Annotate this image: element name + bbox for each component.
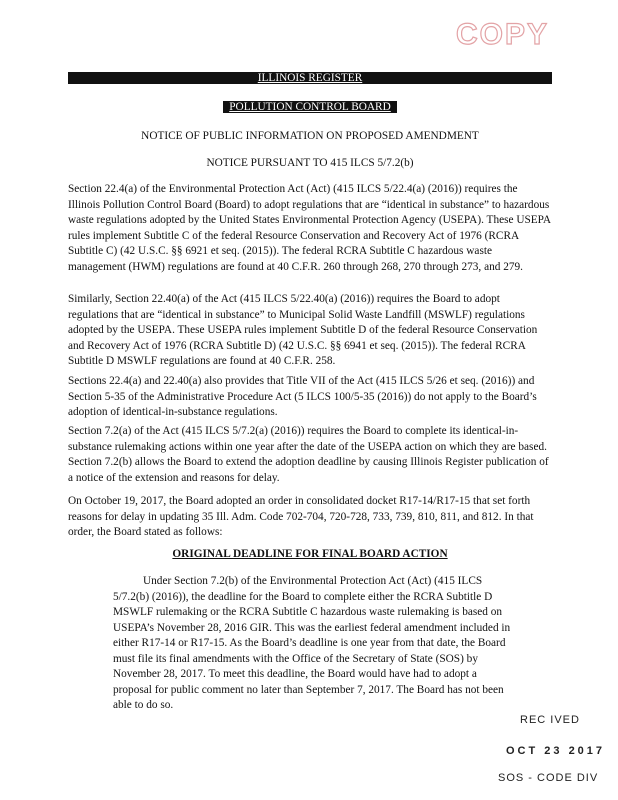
received-stamp-date: OCT 23 2017 (506, 745, 606, 757)
notice-title: NOTICE OF PUBLIC INFORMATION ON PROPOSED AMENDMENT (141, 130, 479, 142)
paragraph-1: Section 22.4(a) of the Environmental Protection Act (Act) (415 ILCS 5/22.4(a) (2016)) requires the Illinois Pollution Control Board (Board) to adopt regulations that are “identical in substance” to hazardous waste regulations adopted by the United States Environmental Protection Agency (USEPA). These USEPA rules implement Subtitle C of the federal Resource Conservation and Recovery Act of 1976 (RCRA Subtitle C) (42 U.S.C. §§ 6921 et seq. (2015)). The federal RCRA Subtitle C hazardous waste management (HWM) regulations are found at 40 C.F.R. 260 through 268, 270 through 273, and 279. (68, 183, 551, 273)
quote-text: Under Section 7.2(b) of the Environmental Protection Act (Act) (415 ILCS 5/7.2(b) (2016)), the deadline for the Board to complete either the RCRA Subtitle D MSWLF rulemaking or the RCRA Subtitle C hazardous waste rulemaking is based on USEPA’s November 28, 2016 GIR. This was the earliest federal amendment included in either R17-14 or R17-15. As the Board’s deadline is one year from that date, the Board must file its final amendments with the Office of the Secretary of State (SOS) by November 28, 2017. To meet this deadline, the Board would have had to adopt a proposal for public comment no later than September 7, 2017. The Board has not been able to do so. (113, 575, 511, 711)
quote-heading: ORIGINAL DEADLINE FOR FINAL BOARD ACTION (172, 548, 448, 560)
paragraph-2: Similarly, Section 22.40(a) of the Act (415 ILCS 5/22.40(a) (2016)) requires the Board to adopt regulations that are “identical in substance” to Municipal Solid Waste Landfill (MSWLF) regulations adopted by the USEPA. These USEPA rules implement Subtitle D of the federal Resource Conservation and Recovery Act of 1976 (RCRA Subtitle D) (42 U.S.C. §§ 6941 et seq. (2015)). The federal RCRA Subtitle D MSWLF regulations are found at 40 C.F.R. 258. (68, 293, 538, 367)
copy-stamp: COPY (456, 18, 550, 51)
notice-pursuant: NOTICE PURSUANT TO 415 ILCS 5/7.2(b) (206, 157, 414, 169)
paragraph-5: On October 19, 2017, the Board adopted an order in consolidated docket R17-14/R17-15 that set forth reasons for delay in updating 35 Ill. Adm. Code 702-704, 720-728, 733, 739, 810, 811, and 812. In that order, the Board stated as follows: (68, 495, 534, 538)
board-header (68, 101, 552, 113)
received-stamp-division: SOS - CODE DIV (498, 772, 599, 784)
register-title: ILLINOIS REGISTER (68, 72, 552, 84)
received-stamp-line1: REC IVED (520, 714, 580, 726)
paragraph-3: Sections 22.4(a) and 22.40(a) also provides that Title VII of the Act (415 ILCS 5/26 et seq. (2016)) and Section 5-35 of the Administrative Procedure Act (5 ILCS 100/5-35 (2016)) do not apply to the Board’s adoption of identical-in-substance regulations. (68, 375, 537, 418)
paragraph-4: Section 7.2(a) of the Act (415 ILCS 5/7.2(a) (2016)) requires the Board to complete its identical-in-substance rulemaking actions within one year after the date of the USEPA action on which they are based. Section 7.2(b) allows the Board to extend the adoption deadline by causing Illinois Register publication of a notice of the extension and reasons for delay. (68, 425, 549, 484)
board-title: POLLUTION CONTROL BOARD (223, 101, 397, 113)
register-header (68, 72, 552, 84)
